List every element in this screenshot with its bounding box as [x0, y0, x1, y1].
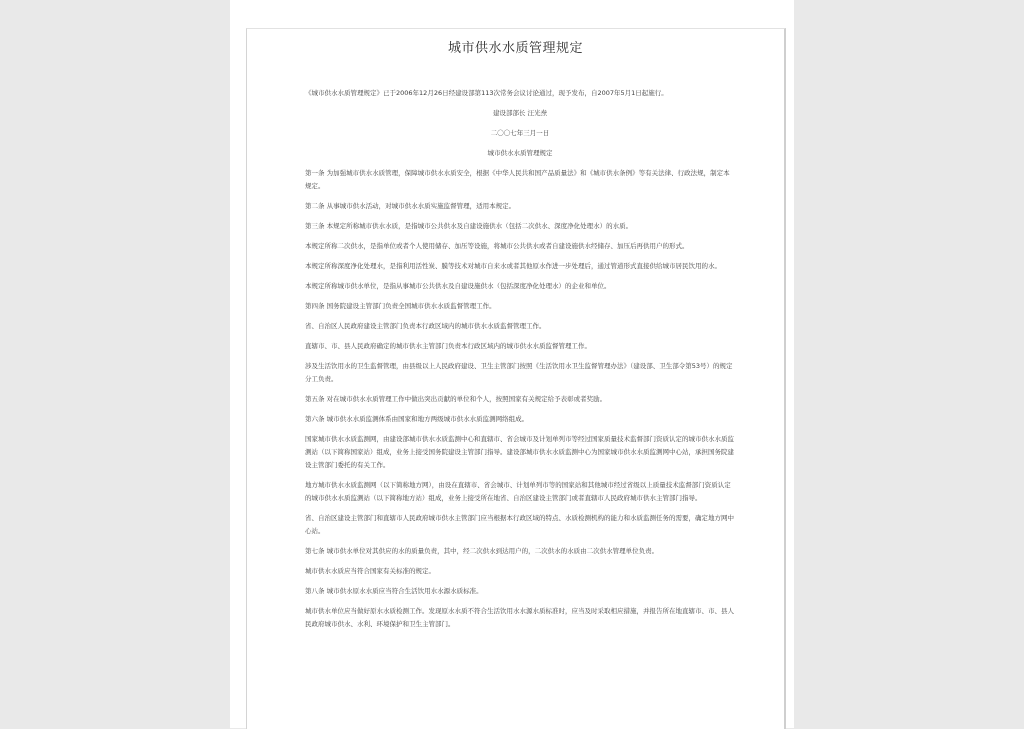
article-paragraph: 第二条 从事城市供水活动，对城市供水水质实施监督管理，适用本规定。 [305, 202, 516, 210]
document-title: 城市供水水质管理规定 [447, 41, 583, 56]
article-paragraph: 国家城市供水水质监测网，由建设部城市供水水质监测中心和直辖市、省会城市及计划单列市等经过国家质量技术监督部门资质认定的城市供水水质监测站（以下简称国家站）组成，业务上接受国务院建设主管部门指导。建设部城市供水水质监测中心为国家城市供水水质监测网中心站，承担国务院建设主管部门委托的有关工作。 [305, 435, 734, 469]
article-paragraph: 地方城市供水水质监测网（以下简称地方网），由设在直辖市、省会城市、计划单列市等的国家站和其他城市经过省级以上质量技术监督部门资质认定的城市供水水质监测站（以下简称地方站）组成，业务上接受所在地省、自治区建设主管部门或者直辖市人民政府城市供水主管部门指导。 [305, 481, 731, 502]
document-viewer [230, 0, 794, 728]
article-paragraph: 本规定所称城市供水单位，是指从事城市公共供水及自建设施供水（包括深度净化处理水）的企业和单位。 [305, 282, 611, 290]
article-paragraph: 省、自治区建设主管部门和直辖市人民政府城市供水主管部门应当根据本行政区域的特点、水质检测机构的能力和水质监测任务的需要，确定地方网中心站。 [305, 514, 734, 535]
article-paragraph: 本规定所称深度净化处理水，是指利用活性炭、膜等技术对城市自来水或者其他原水作进一步处理后，通过管道形式直接供给城市居民饮用的水。 [305, 262, 721, 270]
article-paragraph: 第七条 城市供水单位对其供应的水的质量负责，其中，经二次供水到达用户的，二次供水的水质由二次供水管理单位负责。 [305, 547, 659, 555]
article-paragraph: 第四条 国务院建设主管部门负责全国城市供水水质监督管理工作。 [305, 302, 496, 310]
article-paragraph: 第一条 为加强城市供水水质管理，保障城市供水水质安全，根据《中华人民共和国产品质量法》和《城市供水条例》等有关法律、行政法规，制定本规定。 [305, 169, 730, 190]
article-paragraph: 城市供水水质应当符合国家有关标准的规定。 [305, 567, 435, 575]
article-paragraph: 省、自治区人民政府建设主管部门负责本行政区域内的城市供水水质监督管理工作。 [305, 322, 546, 330]
document-body [305, 87, 735, 638]
article-paragraph: 城市供水单位应当做好原水水质检测工作。发现原水水质不符合生活饮用水水源水质标准时，应当及时采取相应措施，并报告所在地直辖市、市、县人民政府城市供水、水利、环境保护和卫生主管部门。 [305, 607, 734, 628]
date-line: 二〇〇七年三月一日 [490, 129, 550, 137]
article-paragraph: 第六条 城市供水水质监测体系由国家和地方两级城市供水水质监测网络组成。 [305, 415, 529, 423]
document-subtitle: 城市供水水质管理规定 [487, 149, 553, 157]
signature-line: 建设部部长 汪光焘 [492, 109, 548, 117]
article-paragraph: 直辖市、市、县人民政府确定的城市供水主管部门负责本行政区域内的城市供水水质监督管理工作。 [305, 342, 591, 350]
intro-paragraph: 《城市供水水质管理规定》已于2006年12月26日经建设部第113次常务会议讨论通过，现予发布，自2007年5月1日起施行。 [305, 89, 668, 97]
article-paragraph: 第三条 本规定所称城市供水水质，是指城市公共供水及自建设施供水（包括二次供水、深度净化处理水）的水质。 [305, 222, 633, 230]
article-paragraph: 本规定所称二次供水，是指单位或者个人使用储存、加压等设施，将城市公共供水或者自建设施供水经储存、加压后再供用户的形式。 [305, 242, 689, 250]
article-paragraph: 第五条 对在城市供水水质管理工作中做出突出贡献的单位和个人，按照国家有关规定给予表彰或者奖励。 [305, 395, 607, 403]
article-paragraph: 涉及生活饮用水的卫生监督管理，由县级以上人民政府建设、卫生主管部门按照《生活饮用水卫生监督管理办法》（建设部、卫生部令第53号）的规定分工负责。 [305, 362, 733, 383]
document-page [246, 28, 786, 729]
article-paragraph: 第八条 城市供水原水水质应当符合生活饮用水水源水质标准。 [305, 587, 483, 595]
